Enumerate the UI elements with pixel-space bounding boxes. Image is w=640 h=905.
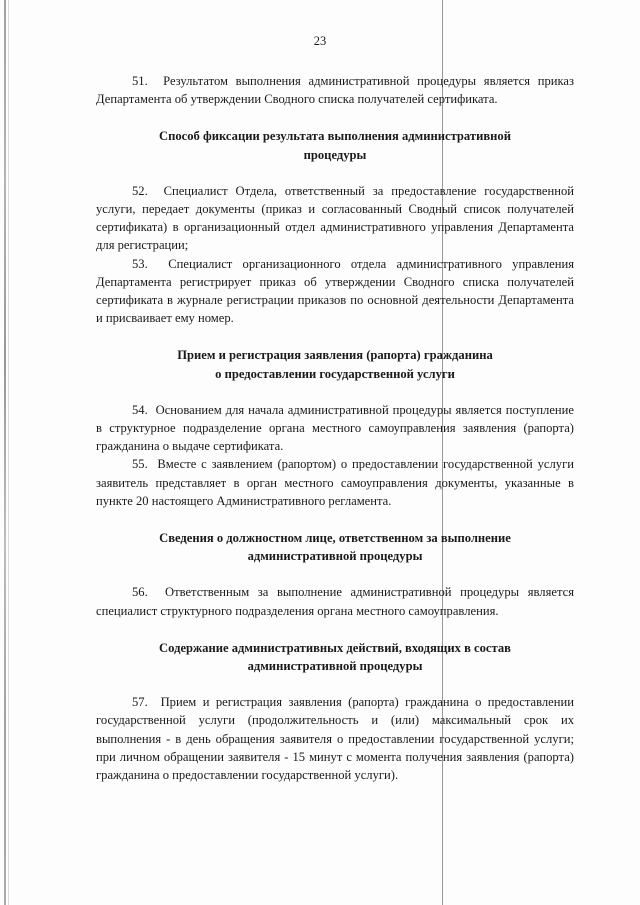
heading-application-registration: [96, 346, 574, 382]
paragraph-54: 54. Основанием для начала административной процедуры является поступление в структурное подразделение органа местного самоуправления заявления (рапорта) гражданина о выдаче сертификата.: [96, 402, 574, 454]
heading-line: процедуры: [303, 147, 367, 162]
paragraph-57: 57. Прием и регистрация заявления (рапорта) гражданина о предоставлении государственной услуги (продолжительность и (или) максимальный срок их выполнения - в день обращения заявителя о предоставлении государственной услуги; при личном обращении заявителя - 15 минут с момента получения заявления (рапорта) гражданина о предоставлении государственной услуги).: [96, 695, 574, 783]
heading-line: административной процедуры: [247, 659, 423, 674]
paragraph-55: 55. Вместе с заявлением (рапортом) о предоставлении государственной услуги заявитель представляет в орган местного самоуправления документы, указанные в пункте 20 настоящего Административного регламента.: [96, 457, 574, 508]
paragraph-56: 56. Ответственным за выполнение административной процедуры является специалист структурного подразделения органа местного самоуправления.: [96, 585, 574, 618]
heading-responsible-official: [96, 529, 574, 565]
paragraph-53: 53. Специалист организационного отдела административного управления Департамента регистрирует приказ об утверждении Сводного списка получателей сертификата в журнале регистрации приказов по основной деятельности Департамента и присваивает ему номер.: [96, 256, 574, 326]
page-number: 23: [313, 34, 327, 48]
scan-edge-artifact-secondary: [8, 0, 9, 905]
scan-edge-artifact: [4, 0, 6, 905]
heading-line: Сведения о должностном лице, ответственном за выполнение: [159, 531, 511, 546]
heading-line: административной процедуры: [247, 549, 423, 564]
heading-line: Содержание административных действий, входящих в состав: [159, 640, 511, 655]
paragraph-52: 52. Специалист Отдела, ответственный за предоставление государственной услуги, передает документы (приказ и согласованный Сводный список получателей сертификата) в организационный отдел административного управления Департамента для регистрации;: [96, 183, 574, 253]
heading-administrative-actions: [96, 639, 574, 675]
heading-line: Способ фиксации результата выполнения административной: [159, 129, 511, 144]
heading-result-fixation: [96, 127, 574, 163]
document-body: [96, 72, 574, 784]
heading-line: о предоставлении государственной услуги: [215, 366, 455, 381]
heading-line: Прием и регистрация заявления (рапорта) гражданина: [177, 348, 493, 363]
paragraph-51: 51. Результатом выполнения административной процедуры является приказ Департамента об утверждении Сводного списка получателей сертификата.: [96, 74, 574, 107]
